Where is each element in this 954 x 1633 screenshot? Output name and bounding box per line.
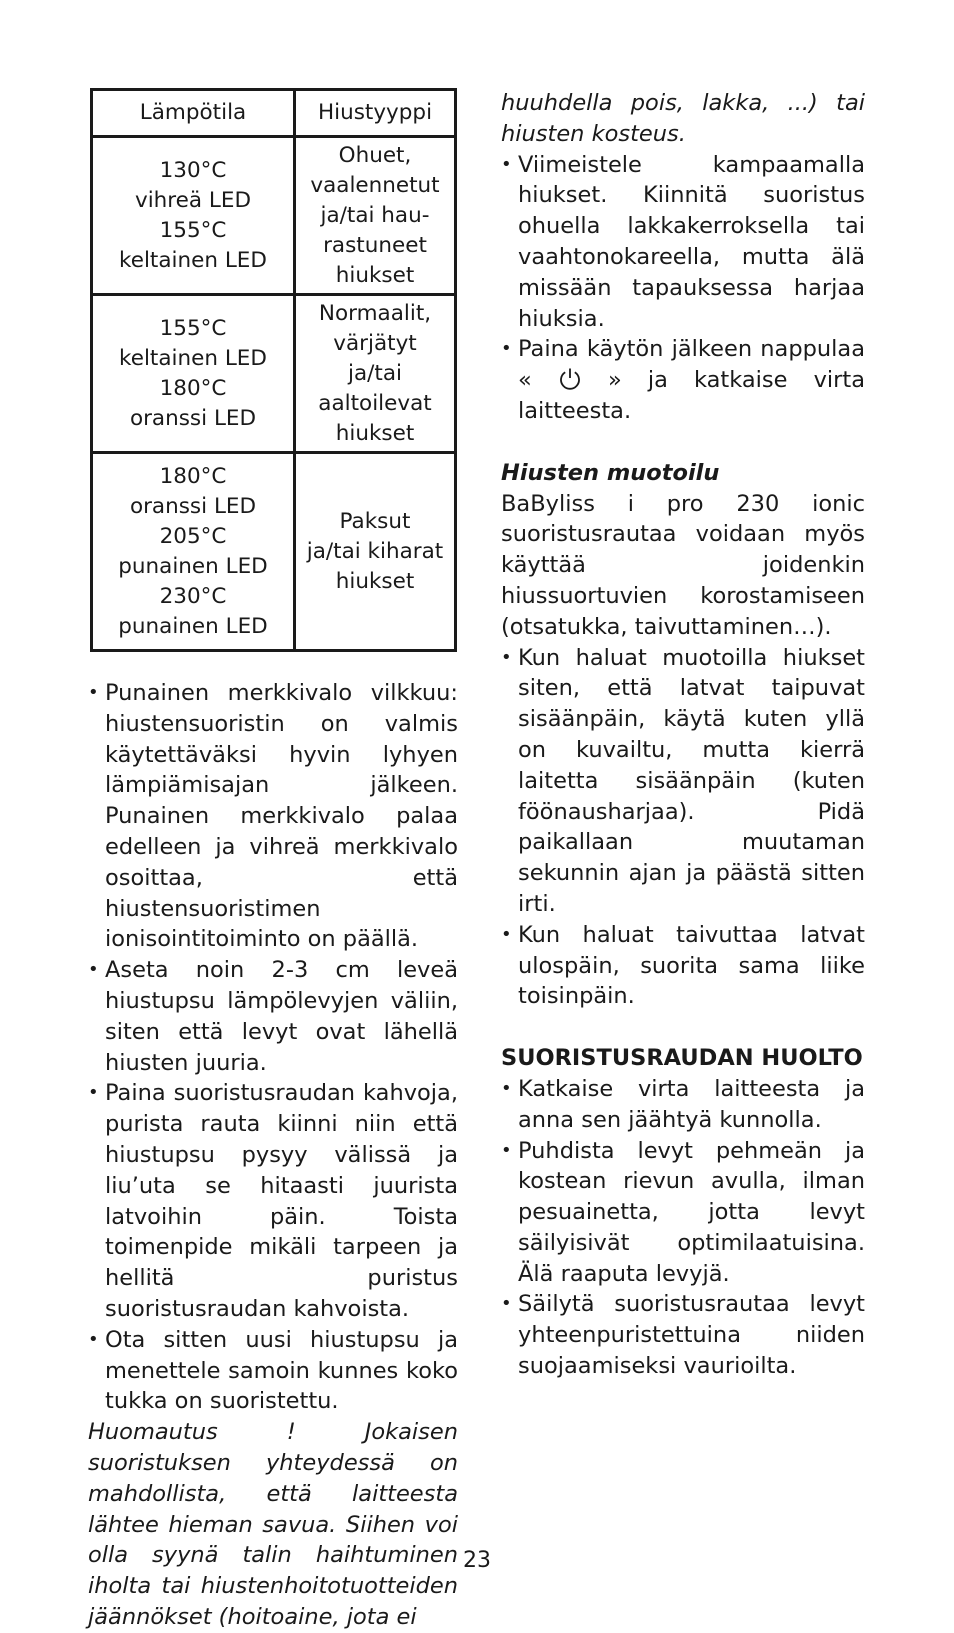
smoke-note-continued: huuhdella pois, lakka, ...) tai hiusten kosteus. bbox=[501, 90, 865, 147]
temp-line: oranssi LED bbox=[129, 493, 257, 519]
table-row bbox=[92, 137, 456, 295]
right-column bbox=[501, 88, 865, 1382]
power-icon bbox=[558, 367, 582, 391]
list-item: • Viimeistele kampaamalla hiukset. Kiinnitä suoristus ohuella lakkakerroksella tai vaahtonokareella, mutta älä missään tapauksessa harjaa hiuksia. bbox=[501, 150, 865, 335]
temp-line: 155°C bbox=[159, 217, 227, 243]
temp-line: 230°C bbox=[159, 583, 227, 609]
temp-line: vihreä LED bbox=[134, 187, 252, 213]
temp-line: keltainen LED bbox=[119, 247, 267, 273]
temp-line: oranssi LED bbox=[129, 405, 257, 431]
temp-line: 180°C bbox=[159, 375, 227, 401]
hair-type-cell bbox=[295, 137, 456, 295]
list-item: • Paina suoristusraudan kahvoja, purista rauta kiinni niin että hiustupsu pysyy välissä ja liu’uta se hitaasti juurista latvoihin päin. Toista toimenpide mikäli tarpeen ja hellitä puristus suoristusraudan kahvoista. bbox=[88, 1078, 458, 1324]
hair-line: hiukset bbox=[335, 420, 415, 446]
hair-line: rastuneet bbox=[323, 232, 427, 258]
smoke-note: Huomautus ! Jokaisen suoristuksen yhteydessä on mahdollista, että laitteesta lähtee hieman savua. Siihen voi olla syynä talin haihtuminen iholta tai hiustenhoitotuotteiden jäännökset (hoitoaine, jota ei bbox=[88, 1419, 458, 1630]
left-column bbox=[88, 88, 458, 1633]
list-item: • Aseta noin 2-3 cm leveä hiustupsu lämpölevyjen väliin, siten että levyt ovat lähellä hiusten juuria. bbox=[88, 955, 458, 1078]
hair-line: Normaalit, bbox=[318, 300, 432, 326]
table-header-row bbox=[92, 90, 456, 137]
hair-type-cell bbox=[295, 295, 456, 453]
styling-heading: Hiusten muotoilu bbox=[501, 459, 720, 486]
header-hair-type: Hiustyyppi bbox=[295, 90, 456, 137]
temp-line: punainen LED bbox=[118, 553, 268, 579]
table-row bbox=[92, 453, 456, 651]
temp-line: punainen LED bbox=[118, 613, 268, 639]
hair-line: aaltoilevat bbox=[318, 390, 432, 416]
list-item: • Kun haluat taivuttaa latvat ulospäin, suorita sama liike toisinpäin. bbox=[501, 920, 865, 1012]
hair-line: hiukset bbox=[335, 262, 415, 288]
temp-line: 155°C bbox=[159, 315, 227, 341]
list-item: • Kun haluat muotoilla hiukset siten, että latvat taipuvat sisäänpäin, käytä kuten yllä on kuvailtu, mutta kierrä laitetta sisäänpäin (kuten föönausharjaa). Pidä paikallaan muutaman sekunnin ajan ja päästä sitten irti. bbox=[501, 643, 865, 920]
hair-line: värjätyt bbox=[333, 330, 417, 356]
hair-line: ja/tai hau- bbox=[320, 202, 430, 228]
temp-line: 130°C bbox=[159, 157, 227, 183]
list-item: • Säilytä suoristusrautaa levyt yhteenpuristettuina niiden suojaamiseksi vaurioilta. bbox=[501, 1289, 865, 1381]
hair-line: ja/tai kiharat bbox=[306, 538, 444, 564]
styling-intro: BaByliss i pro 230 ionic suoristusrautaa voidaan myös käyttää joidenkin hiussuortuvien korostamiseen (otsatukka, taivuttaminen…). bbox=[501, 490, 865, 640]
hair-line: Ohuet, bbox=[338, 142, 412, 168]
temperature-cell bbox=[92, 295, 295, 453]
power-text-before: Paina käytön jälkeen nappulaa « bbox=[518, 336, 865, 394]
hair-line: vaalennetut bbox=[310, 172, 440, 198]
hair-line: ja/tai bbox=[348, 360, 402, 386]
hair-line: Paksut bbox=[339, 508, 411, 534]
list-item: • Ota sitten uusi hiustupsu ja menettele samoin kunnes koko tukka on suoristettu. bbox=[88, 1325, 458, 1417]
list-item-power bbox=[501, 334, 865, 426]
table-row bbox=[92, 295, 456, 453]
list-item: • Punainen merkkivalo vilkkuu: hiustensuoristin on valmis käytettäväksi hyvin lyhyen lämpiämisajan jälkeen. Punainen merkkivalo palaa edelleen ja vihreä merkkivalo osoittaa, että hiustensuoristimen ionisointitoiminto on päällä. bbox=[88, 678, 458, 955]
page-number: 23 bbox=[463, 1548, 491, 1573]
list-item: • Puhdista levyt pehmeän ja kostean rievun avulla, ilman pesuainetta, jotta levyt säilyisivät optimilaatuisina. Älä raaputa levyjä. bbox=[501, 1136, 865, 1290]
power-text-after: » ja katkaise virta laitteesta. bbox=[518, 367, 866, 424]
temperature-cell bbox=[92, 453, 295, 651]
header-temperature: Lämpötila bbox=[92, 90, 295, 137]
temp-line: keltainen LED bbox=[119, 345, 267, 371]
temperature-table bbox=[90, 88, 457, 652]
temp-line: 205°C bbox=[159, 523, 227, 549]
care-heading: SUORISTUSRAUDAN HUOLTO bbox=[501, 1045, 863, 1072]
hair-line: hiukset bbox=[335, 568, 415, 594]
temp-line: 180°C bbox=[159, 463, 227, 489]
list-item: • Katkaise virta laitteesta ja anna sen jäähtyä kunnolla. bbox=[501, 1074, 865, 1136]
hair-type-cell bbox=[295, 453, 456, 651]
temperature-cell bbox=[92, 137, 295, 295]
